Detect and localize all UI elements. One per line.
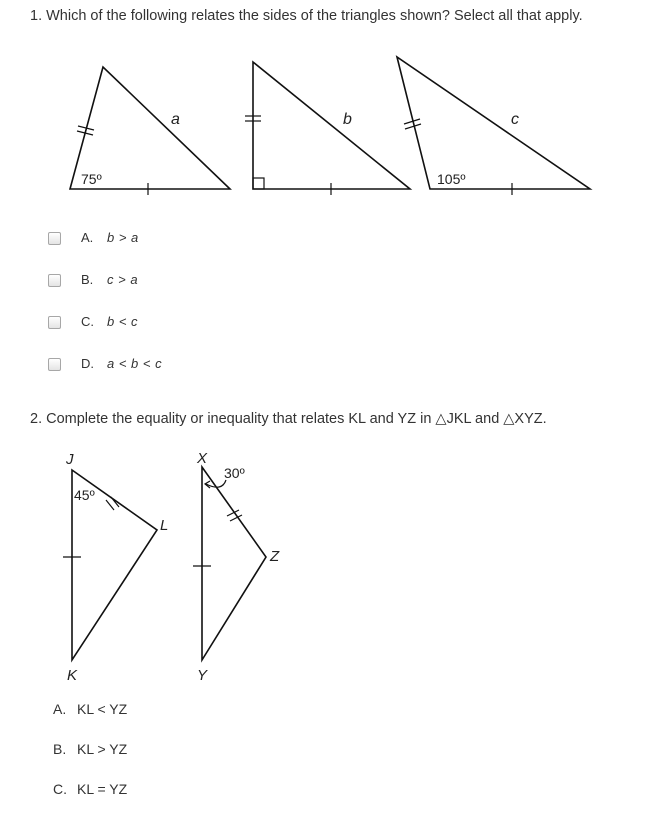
choice-letter: D. <box>81 355 94 371</box>
choice-text: KL > YZ <box>77 741 128 757</box>
side-label-a: a <box>171 111 180 128</box>
triangle-c <box>397 57 590 189</box>
question-2-title: 2. Complete the equality or inequality that relates KL and YZ in △JKL and △XYZ. <box>30 411 547 427</box>
angle-label-30: 30º <box>224 465 245 481</box>
vertex-label-z: Z <box>270 548 280 565</box>
choice-letter: B. <box>53 741 67 757</box>
question-1-title: 1. Which of the following relates the sides of the triangles shown? Select all that apply. <box>30 8 583 24</box>
vertex-label-j: J <box>66 451 74 468</box>
q2-choice-b[interactable] <box>53 741 127 757</box>
triangle-b <box>253 62 410 189</box>
angle-label-45: 45º <box>74 487 95 503</box>
q1-choice-a[interactable] <box>48 227 139 247</box>
vertex-label-y: Y <box>197 667 208 684</box>
checkbox[interactable] <box>48 232 61 245</box>
side-label-b: b <box>343 111 352 128</box>
vertex-label-x: X <box>197 450 208 467</box>
q1-choice-d[interactable] <box>48 353 162 373</box>
jl-double-tick <box>106 497 119 510</box>
vertex-label-l: L <box>160 517 169 534</box>
choice-expression: a < b < c <box>107 355 163 371</box>
choice-letter: A. <box>53 701 67 717</box>
choice-letter: C. <box>53 781 67 797</box>
choice-text: KL < YZ <box>77 701 128 717</box>
angle-label-75: 75º <box>81 171 102 187</box>
vertex-label-k: K <box>67 667 78 684</box>
choice-letter: C. <box>81 313 94 329</box>
choice-expression: b > a <box>107 229 139 245</box>
checkbox[interactable] <box>48 358 61 371</box>
q1-choice-c[interactable] <box>48 311 138 331</box>
checkbox[interactable] <box>48 316 61 329</box>
checkbox[interactable] <box>48 274 61 287</box>
q1-choice-b[interactable] <box>48 269 138 289</box>
choice-expression: b < c <box>107 313 139 329</box>
side-label-c: c <box>511 111 519 128</box>
angle-label-105: 105º <box>437 171 466 187</box>
question-1-figure <box>0 0 671 210</box>
choice-expression: c > a <box>107 271 139 287</box>
choice-letter: B. <box>81 271 94 287</box>
right-angle-mark <box>253 178 264 189</box>
q2-choice-a[interactable] <box>53 701 127 717</box>
choice-letter: A. <box>81 229 94 245</box>
choice-text: KL = YZ <box>77 781 128 797</box>
triangle-xyz <box>202 467 266 660</box>
q2-choice-c[interactable] <box>53 781 127 797</box>
question-2-figure <box>0 440 671 690</box>
